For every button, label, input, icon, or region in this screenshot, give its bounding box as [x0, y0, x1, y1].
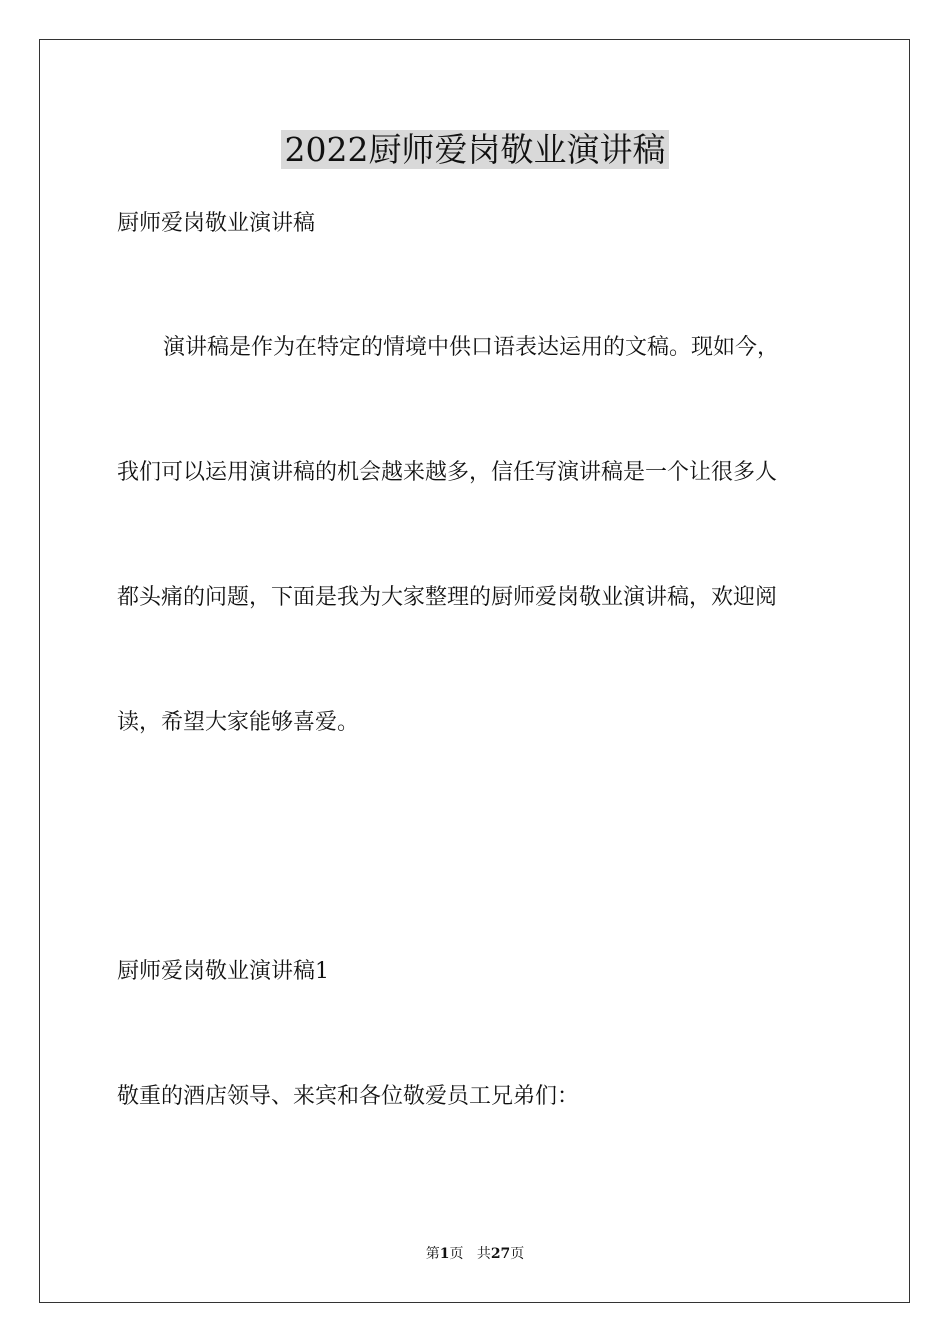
- intro-line-3: 都头痛的问题，下面是我为大家整理的厨师爱岗敬业演讲稿，欢迎阅: [117, 585, 778, 610]
- document-title-text: 2022厨师爱岗敬业演讲稿: [281, 130, 670, 169]
- page-total: 27: [490, 1246, 511, 1262]
- intro-line-4: 读，希望大家能够喜爱。: [117, 710, 360, 735]
- intro-line-2: 我们可以运用演讲稿的机会越来越多，信任写演讲稿是一个让很多人: [117, 460, 778, 485]
- section-heading: 厨师爱岗敬业演讲稿1: [117, 959, 329, 984]
- document-title: [0, 124, 950, 176]
- page-suffix: 页: [449, 1246, 464, 1262]
- total-suffix: 页: [510, 1246, 525, 1262]
- total-prefix: 共: [476, 1246, 491, 1262]
- page-prefix: 第: [425, 1246, 440, 1262]
- page-footer: [0, 1244, 950, 1264]
- page-current: 1: [439, 1246, 450, 1262]
- intro-line-1: 演讲稿是作为在特定的情境中供口语表达运用的文稿。现如今，: [163, 335, 780, 360]
- salutation: 敬重的酒店领导、来宾和各位敬爱员工兄弟们：: [117, 1084, 580, 1109]
- document-subtitle: 厨师爱岗敬业演讲稿: [117, 211, 316, 236]
